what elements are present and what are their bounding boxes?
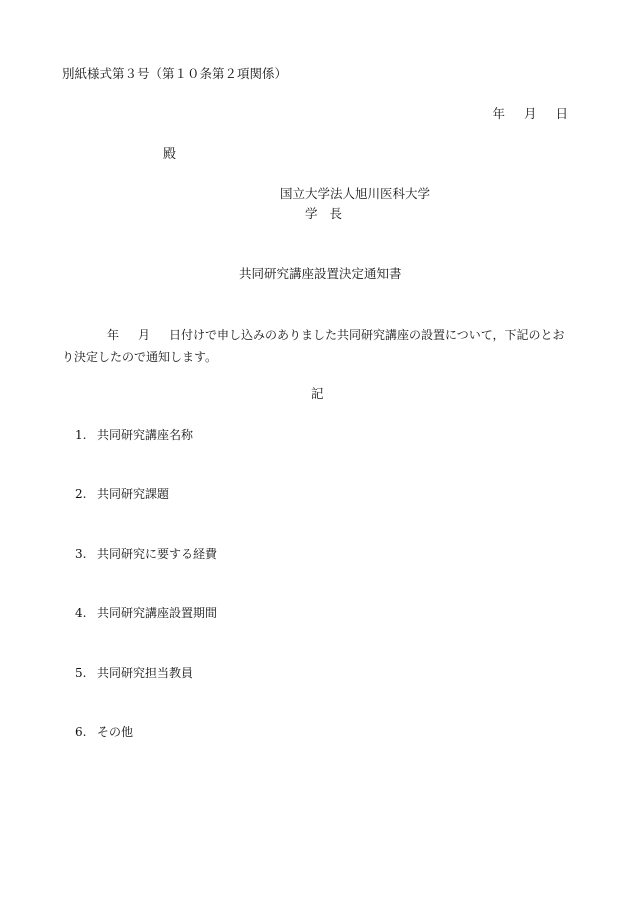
issuer-title: [305, 206, 342, 221]
list-item: [75, 666, 193, 680]
list-item: [75, 606, 217, 620]
item-number: 3.: [75, 547, 87, 561]
item-number: 1.: [75, 428, 87, 442]
item-number: 6.: [75, 725, 87, 739]
item-number: 5.: [75, 666, 87, 680]
issuer-title-char1: 学: [305, 206, 318, 221]
form-number: 別紙様式第３号（第１０条第２項関係）: [62, 66, 288, 81]
date-year: 年: [492, 106, 505, 121]
issuer-title-char2: 長: [329, 206, 343, 221]
ki-marker: 記: [311, 386, 324, 401]
document-title: 共同研究講座設置決定通知書: [239, 266, 402, 281]
item-label: 共同研究課題: [97, 487, 170, 501]
item-label: 共同研究講座名称: [97, 428, 194, 442]
body-paragraph: [62, 324, 574, 368]
list-item: [75, 725, 133, 739]
date-line: [492, 106, 568, 121]
item-label: 共同研究講座設置期間: [97, 606, 218, 620]
item-label: 共同研究担当教員: [97, 666, 194, 680]
body-month: 月: [138, 328, 151, 342]
date-day: 日: [555, 106, 568, 121]
addressee-honorific: 殿: [163, 147, 177, 162]
list-item: [75, 428, 193, 442]
list-item: [75, 487, 169, 501]
item-number: 2.: [75, 487, 87, 501]
body-year: 年: [107, 328, 120, 342]
date-month: 月: [523, 106, 537, 121]
list-item: [75, 547, 217, 561]
item-number: 4.: [75, 606, 87, 620]
item-label: その他: [97, 725, 134, 739]
issuer-organization: 国立大学法人旭川医科大学: [280, 186, 431, 201]
item-label: 共同研究に要する経費: [97, 547, 218, 561]
body-text: 日付けで申し込みのありました共同研究講座の設置について，下記のとおり決定したので通知します。: [62, 328, 565, 364]
